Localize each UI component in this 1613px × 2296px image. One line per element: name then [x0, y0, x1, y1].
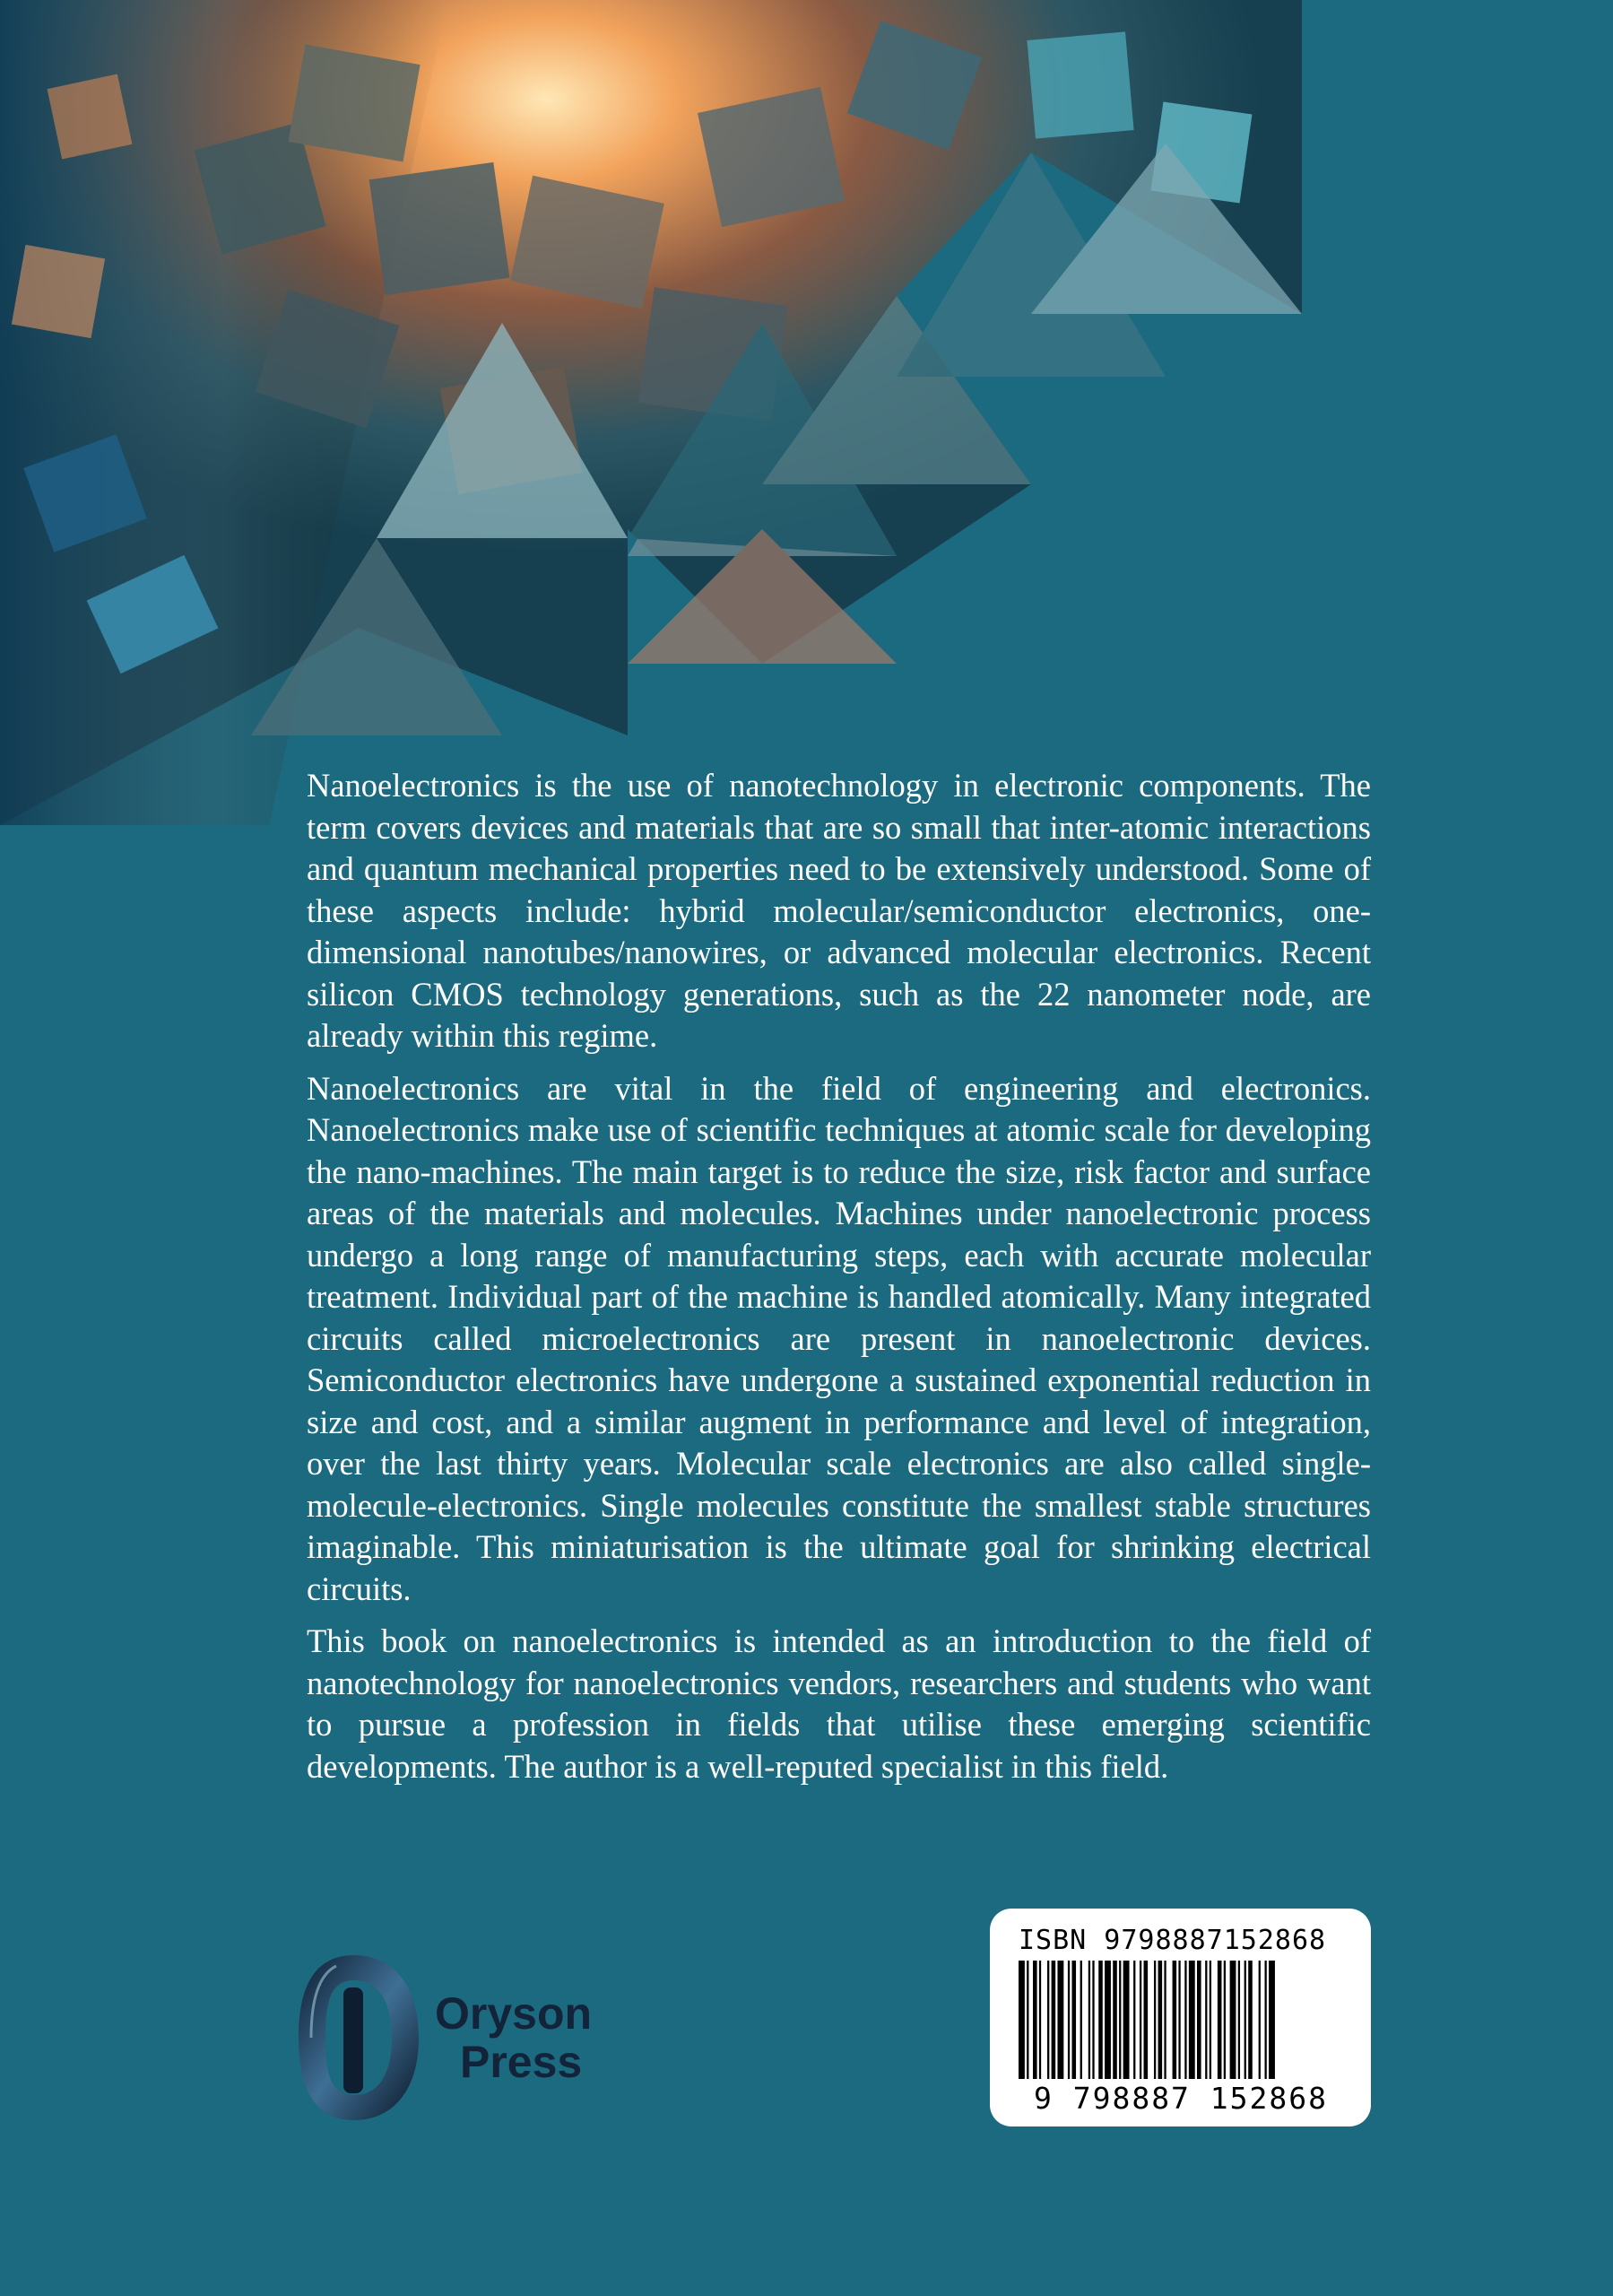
barcode-bar [1158, 1961, 1163, 2079]
barcode-bar [1033, 1961, 1037, 2079]
barcode-bar [1164, 1961, 1166, 2079]
barcode-bars [1017, 1961, 1345, 2079]
barcode-bar [1189, 1961, 1195, 2079]
barcode-bar [1088, 1961, 1090, 2079]
barcode-bar [1047, 1961, 1049, 2079]
barcode-bar [1019, 1961, 1025, 2079]
barcode-bar [1259, 1961, 1261, 2079]
barcode-bar [1197, 1961, 1201, 2079]
publisher-name [435, 1989, 592, 2086]
isbn-barcode [990, 1909, 1371, 2126]
publisher-logo-icon [291, 1948, 426, 2127]
barcode-bar [1057, 1961, 1063, 2079]
barcode-bar [1105, 1961, 1111, 2079]
barcode-bar [1092, 1961, 1094, 2079]
barcode-bar [1224, 1961, 1226, 2079]
publisher-name-line1: Oryson [435, 1988, 593, 2039]
isbn-label: ISBN 9798887152868 [1019, 1925, 1327, 1956]
barcode-bar [1244, 1961, 1246, 2079]
barcode-bar [1230, 1961, 1236, 2079]
barcode-bar [1238, 1961, 1240, 2079]
back-cover-blurb [307, 765, 1371, 1798]
barcode-bar [1052, 1961, 1056, 2079]
barcode-bar [1071, 1961, 1076, 2079]
blurb-paragraph: This book on nanoelectronics is intended as an introduction to the field of nanotechnology for nanoelectronics vendors, researchers and students who want to pursue a profession in fields that utilise these emerging scientific developments. The author is a well-reputed specialist in this field. [307, 1622, 1371, 1785]
blurb-paragraph: Nanoelectronics is the use of nanotechnology in electronic components. The term covers devices and materials that are so small that inter-atomic interactions and quantum mechanical properties need to be extensively understood. Some of these aspects include: hybrid molecular/semiconductor electronics, one-dimensional nanotubes/nanowires, or advanced molecular electronics. Recent silicon CMOS technology generations, such as the 22 nanometer node, are already within this regime. [307, 767, 1371, 1054]
barcode-bar [1113, 1961, 1117, 2079]
barcode-bar [1210, 1961, 1211, 2079]
blurb-paragraph: Nanoelectronics are vital in the field of engineering and electronics. Nanoelectronics make use of scientific techniques at atomic scale for developing the nano-machines. The main target is to reduce the size, risk factor and surface areas of the materials and molecules. Machines under nanoelectronic process undergo a long range of manufacturing steps, each with accurate molecular treatment. Individual part of the machine is handled atomically. Many integrated circuits called microelectronics are present in nanoelectronic devices. Semiconductor electronics have undergone a sustained exponential reduction in size and cost, and a similar augment in performance and level of integration, over the last thirty years. Molecular scale electronics are also called single-molecule-electronics. Single molecules constitute the smallest stable structures imaginable. This miniaturisation is the ultimate goal for shrinking electrical circuits. [307, 1069, 1371, 1607]
barcode-bar [1039, 1961, 1041, 2079]
barcode-bar [1080, 1961, 1082, 2079]
barcode-bar [1178, 1961, 1180, 2079]
barcode-bar [1248, 1961, 1253, 2079]
barcode-bar [1184, 1961, 1186, 2079]
barcode-bar [1123, 1961, 1130, 2079]
barcode-bar [1205, 1961, 1207, 2079]
publisher-logo [291, 1948, 632, 2136]
barcode-bar [1218, 1961, 1222, 2079]
barcode-bar [1154, 1961, 1156, 2079]
barcode-bar [1173, 1961, 1177, 2079]
barcode-digits: 9 798887 152868 [1033, 2081, 1328, 2116]
publisher-name-line2: Press [460, 2037, 583, 2087]
barcode-bar [1027, 1961, 1028, 2079]
barcode-bar [1265, 1961, 1267, 2079]
barcode-bar [1133, 1961, 1135, 2079]
barcode-bar [1269, 1961, 1275, 2079]
barcode-bar [1098, 1961, 1103, 2079]
barcode-bar [1068, 1961, 1070, 2079]
barcode-bar [1144, 1961, 1149, 2079]
barcode-bar [1119, 1961, 1121, 2079]
barcode-bar [1140, 1961, 1141, 2079]
cover-artwork [0, 0, 1613, 825]
